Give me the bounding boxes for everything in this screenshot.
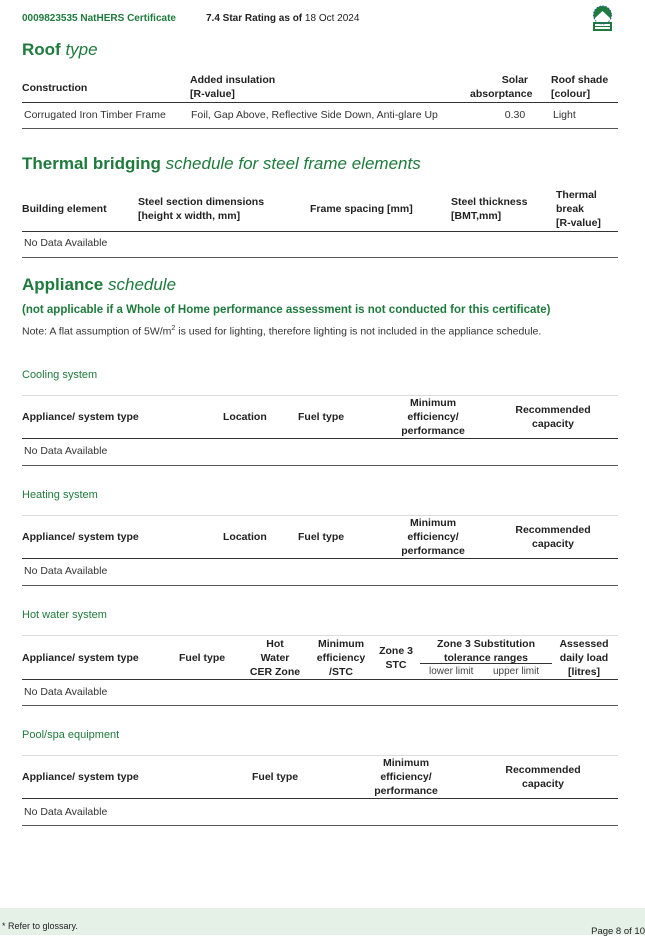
hotwater-col-load bbox=[553, 637, 615, 679]
heating-col-location: Location bbox=[223, 531, 267, 543]
hotwater-min-l2: efficiency bbox=[316, 652, 366, 664]
heating-col-fuel: Fuel type bbox=[298, 531, 345, 543]
col-solar-absorptance bbox=[470, 73, 533, 101]
certificate-id: 0009823535 NatHERS Certificate bbox=[22, 13, 176, 24]
pool-col-min bbox=[366, 756, 446, 798]
hotwater-col-cer bbox=[245, 637, 305, 679]
hotwater-top-rule bbox=[22, 635, 618, 636]
col-shade-l2: [colour] bbox=[551, 88, 591, 100]
pool-header-rule bbox=[22, 798, 618, 799]
heating-min-l1: Minimum bbox=[409, 517, 457, 529]
heating-col-type: Appliance/ system type bbox=[22, 531, 139, 543]
roof-row-rule bbox=[22, 128, 618, 129]
heating-min-l2: efficiency/ bbox=[407, 531, 459, 543]
heating-header-rule bbox=[22, 558, 618, 559]
roof-shade-value: Light bbox=[553, 109, 576, 121]
note-post: is used for lighting, therefore lighting is not included in the appliance schedule. bbox=[175, 325, 542, 338]
col-steel-section bbox=[138, 195, 264, 223]
hotwater-col-min bbox=[312, 637, 370, 679]
pool-row-rule bbox=[22, 825, 618, 826]
col-steel-thickness bbox=[451, 195, 527, 223]
appliance-title-bold: Appliance bbox=[22, 275, 104, 294]
roof-title-italic: type bbox=[65, 40, 98, 59]
hotwater-load-l2: daily load bbox=[559, 652, 609, 664]
heating-min-l3: performance bbox=[401, 545, 465, 557]
thermal-title bbox=[22, 154, 421, 174]
page-header bbox=[22, 13, 360, 24]
cooling-row-rule bbox=[22, 465, 618, 466]
pool-min-l2: efficiency/ bbox=[380, 771, 432, 783]
hotwater-cer-l2: Water bbox=[260, 652, 290, 664]
hotwater-col-fuel: Fuel type bbox=[179, 652, 226, 664]
pool-rec-l1: Recommended bbox=[505, 764, 581, 776]
col-thickness-l1: Steel thickness bbox=[451, 196, 528, 208]
hotwater-sub-l2: tolerance ranges bbox=[443, 652, 529, 664]
col-solar-l1: Solar bbox=[501, 74, 528, 86]
star-rating bbox=[206, 13, 359, 24]
appliance-notice: (not applicable if a Whole of Home performance assessment is not conducted for this certificate) bbox=[22, 304, 551, 316]
roof-solar-value: 0.30 bbox=[504, 109, 526, 121]
hotwater-heading: Hot water system bbox=[22, 609, 107, 621]
col-frame-spacing: Frame spacing [mm] bbox=[310, 203, 413, 215]
col-roof-shade bbox=[551, 73, 608, 101]
rating-date: 18 Oct 2024 bbox=[304, 13, 360, 24]
col-construction: Construction bbox=[22, 82, 88, 94]
hotwater-col-zone3 bbox=[374, 644, 418, 672]
hotwater-row-rule bbox=[22, 705, 618, 706]
roof-title bbox=[22, 40, 98, 60]
pool-rec-l2: capacity bbox=[521, 778, 565, 790]
col-thickness-l2: [BMT,mm] bbox=[451, 210, 502, 222]
nathers-logo-icon bbox=[589, 4, 616, 32]
roof-header-rule bbox=[22, 102, 618, 103]
hotwater-sub-underline bbox=[420, 663, 552, 664]
heating-col-min bbox=[393, 516, 473, 558]
cooling-col-type: Appliance/ system type bbox=[22, 411, 139, 423]
pool-col-rec bbox=[498, 763, 588, 791]
roof-title-bold: Roof bbox=[22, 40, 61, 59]
cooling-empty: No Data Available bbox=[24, 445, 108, 457]
col-break-l3: [R-value] bbox=[556, 217, 601, 229]
col-solar-l2: absorptance bbox=[470, 88, 533, 100]
cooling-col-fuel: Fuel type bbox=[298, 411, 345, 423]
col-break-l1: Thermal bbox=[556, 189, 597, 201]
col-section-l1: Steel section dimensions bbox=[138, 196, 265, 208]
appliance-title bbox=[22, 275, 176, 295]
thermal-header-rule bbox=[22, 231, 618, 232]
rating-label: 7.4 Star Rating as of bbox=[206, 13, 303, 24]
thermal-title-italic: schedule for steel frame elements bbox=[165, 154, 421, 173]
heating-empty: No Data Available bbox=[24, 565, 108, 577]
cooling-min-l1: Minimum bbox=[409, 397, 457, 409]
cooling-col-min bbox=[393, 396, 473, 438]
col-added-insulation bbox=[190, 73, 275, 101]
hotwater-min-l3: /STC bbox=[329, 666, 353, 678]
cooling-top-rule bbox=[22, 395, 618, 396]
col-building-element: Building element bbox=[22, 203, 107, 215]
col-section-l2: [height x width, mm] bbox=[138, 210, 241, 222]
heating-rec-l2: capacity bbox=[531, 538, 575, 550]
note-sup: 2 bbox=[171, 325, 176, 332]
pool-top-rule bbox=[22, 755, 618, 756]
hotwater-col-type: Appliance/ system type bbox=[22, 652, 139, 664]
lighting-note bbox=[22, 325, 541, 338]
thermal-empty: No Data Available bbox=[24, 237, 108, 249]
thermal-row-rule bbox=[22, 257, 618, 258]
hotwater-min-l1: Minimum bbox=[317, 638, 365, 650]
pool-heading: Pool/spa equipment bbox=[22, 729, 120, 741]
hotwater-cer-l3: CER Zone bbox=[249, 666, 301, 678]
hotwater-zone-l1: Zone 3 bbox=[379, 645, 413, 657]
heating-rec-l1: Recommended bbox=[515, 524, 591, 536]
hotwater-col-substitution bbox=[420, 637, 552, 665]
cooling-rec-l2: capacity bbox=[531, 418, 575, 430]
hotwater-empty: No Data Available bbox=[24, 686, 108, 698]
col-added-insulation-l2: [R-value] bbox=[190, 88, 235, 100]
cooling-rec-l1: Recommended bbox=[515, 404, 591, 416]
heating-row-rule bbox=[22, 585, 618, 586]
pool-col-type: Appliance/ system type bbox=[22, 771, 139, 783]
cooling-min-l2: efficiency/ bbox=[407, 411, 459, 423]
col-shade-l1: Roof shade bbox=[551, 74, 609, 86]
col-break-l2: break bbox=[556, 203, 585, 215]
page-number: Page 8 of 10 bbox=[591, 926, 645, 937]
roof-insulation-value: Foil, Gap Above, Reflective Side Down, Anti-glare Up bbox=[191, 109, 438, 121]
page-footer bbox=[0, 908, 645, 935]
heating-col-rec bbox=[508, 523, 598, 551]
col-thermal-break bbox=[556, 188, 601, 230]
pool-min-l1: Minimum bbox=[382, 757, 430, 769]
heating-top-rule bbox=[22, 515, 618, 516]
hotwater-sub-l1: Zone 3 Substitution bbox=[437, 638, 535, 650]
cooling-col-location: Location bbox=[223, 411, 267, 423]
hotwater-zone-l2: STC bbox=[385, 659, 407, 671]
note-pre: Note: A flat assumption of 5W/m bbox=[22, 325, 172, 338]
pool-min-l3: performance bbox=[374, 785, 438, 797]
hotwater-header-rule bbox=[22, 679, 618, 680]
cooling-heading: Cooling system bbox=[22, 369, 98, 381]
appliance-title-italic: schedule bbox=[107, 275, 177, 294]
roof-construction-value: Corrugated Iron Timber Frame bbox=[24, 109, 166, 121]
col-added-insulation-l1: Added insulation bbox=[190, 74, 276, 86]
cooling-col-rec bbox=[508, 403, 598, 431]
pool-col-fuel: Fuel type bbox=[252, 771, 299, 783]
cooling-header-rule bbox=[22, 438, 618, 439]
thermal-title-bold: Thermal bridging bbox=[22, 154, 161, 173]
hotwater-load-l3: [litres] bbox=[567, 666, 601, 678]
heating-heading: Heating system bbox=[22, 489, 98, 501]
glossary-note: * Refer to glossary. bbox=[2, 921, 78, 931]
hotwater-load-l1: Assessed bbox=[559, 638, 609, 650]
hotwater-cer-l1: Hot bbox=[266, 638, 284, 650]
hotwater-col-upper: upper limit bbox=[493, 666, 540, 677]
hotwater-col-lower: lower limit bbox=[429, 666, 474, 677]
pool-empty: No Data Available bbox=[24, 806, 108, 818]
cooling-min-l3: performance bbox=[401, 425, 465, 437]
